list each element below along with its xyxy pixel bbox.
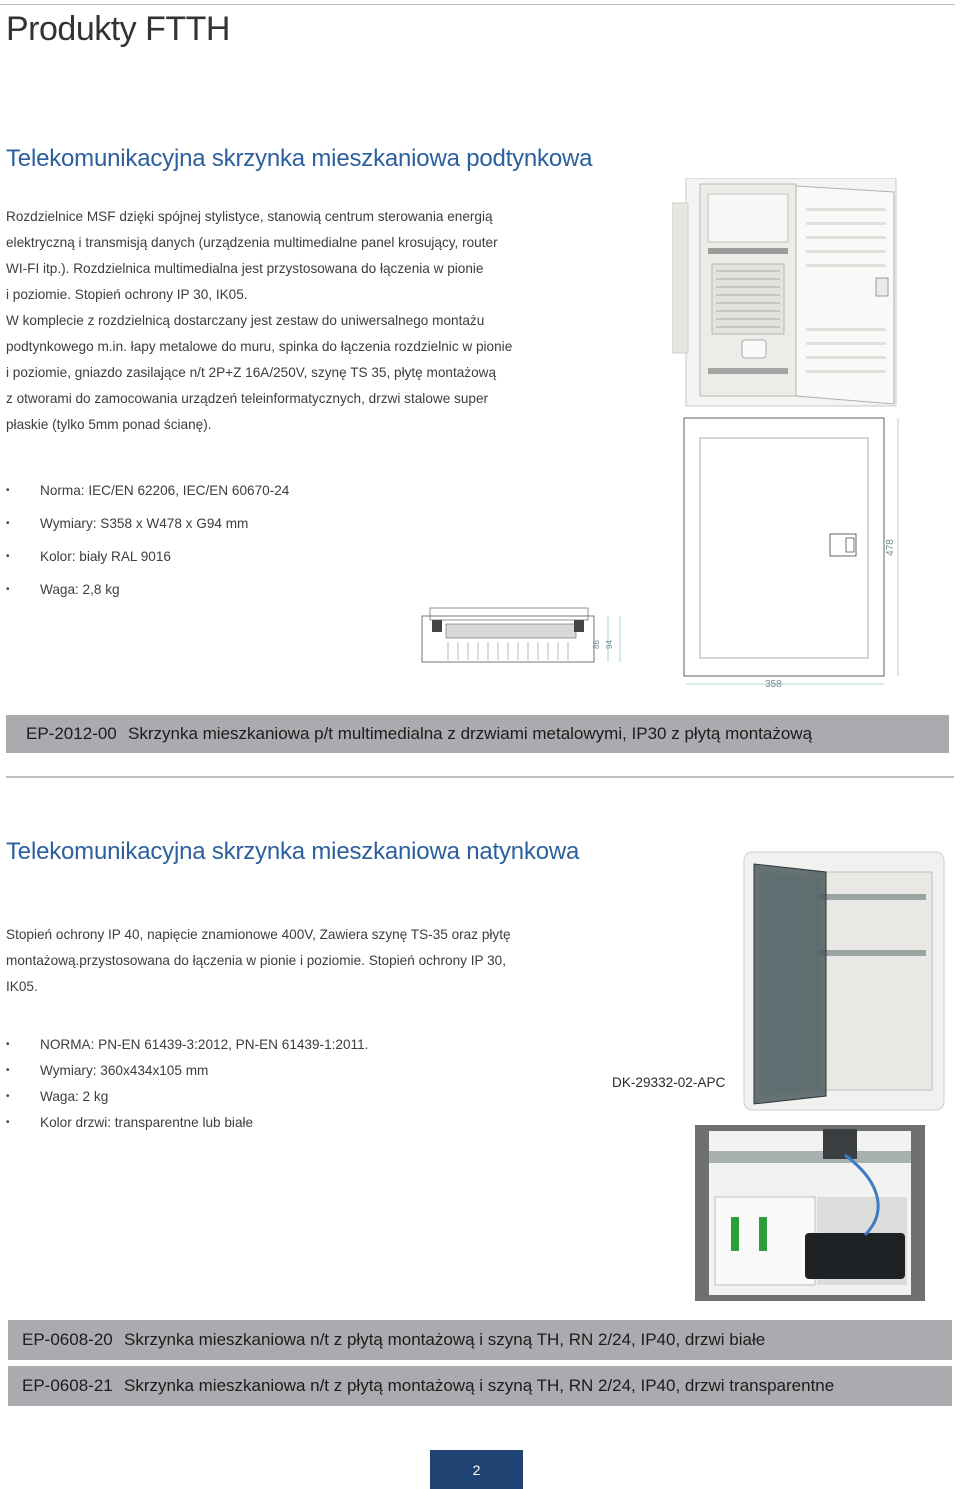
- dimension-depth-label: 86: [591, 640, 601, 649]
- page-title: Produkty FTTH: [6, 10, 230, 48]
- dimension-height-label: 478: [884, 539, 896, 556]
- product-description: Skrzynka mieszkaniowa n/t z płytą montażową i szyną TH, RN 2/24, IP40, drzwi transparentne: [124, 1376, 835, 1395]
- dimension-width-label: 358: [765, 679, 782, 690]
- product-bar-ep-2012-00: [6, 715, 949, 753]
- product-bar-ep-0608-20: [8, 1320, 952, 1360]
- surface-box-photo: [740, 850, 950, 1115]
- description-line: WI-FI itp.). Rozdzielnica multimedialna jest przystosowana do łączenia w pionie: [6, 261, 484, 276]
- description-line: i poziomie, gniazdo zasilające n/t 2P+Z 16A/250V, szynę TS 35, płytę montażową: [6, 365, 497, 380]
- product-code: EP-2012-00: [26, 724, 117, 743]
- spec-item: • NORMA: PN-EN 61439-3:2012, PN-EN 61439-1:2011.: [6, 1032, 506, 1058]
- section-title-flush: Telekomunikacyjna skrzynka mieszkaniowa podtynkowa: [6, 145, 593, 172]
- description-line: z otworami do zamocowania urządzeń teleinformatycznych, drzwi stalowe super: [6, 391, 489, 406]
- product-code: EP-0608-20: [22, 1330, 113, 1349]
- page-number: 2: [472, 1461, 481, 1478]
- description-line: elektryczną i transmisją danych (urządzenia multimedialne panel krosujący, router: [6, 235, 498, 250]
- product-code: EP-0608-21: [22, 1376, 113, 1395]
- page-number-badge: [430, 1450, 523, 1489]
- spec-item: • Wymiary: S358 x W478 x G94 mm: [6, 507, 406, 540]
- spec-item: • Kolor: biały RAL 9016: [6, 540, 406, 573]
- section-title-surface: Telekomunikacyjna skrzynka mieszkaniowa natynkowa: [6, 838, 580, 865]
- product-description: Skrzynka mieszkaniowa p/t multimedialna z drzwiami metalowymi, IP30 z płytą montażową: [128, 724, 813, 743]
- interior-photo: [695, 1125, 925, 1301]
- spec-item: • Kolor drzwi: transparentne lub białe: [6, 1110, 506, 1136]
- spec-item: • Waga: 2,8 kg: [6, 573, 406, 606]
- description-line: i poziomie. Stopień ochrony IP 30, IK05.: [6, 287, 248, 302]
- description-line: Rozdzielnice MSF dzięki spójnej stylistyce, stanowią centrum sterowania energią: [6, 209, 493, 224]
- flush-box-photo: [672, 178, 902, 410]
- product-bar-ep-0608-21: [8, 1366, 952, 1406]
- spec-item: • Waga: 2 kg: [6, 1084, 506, 1110]
- description-line: montażową.przystosowana do łączenia w pionie i poziomie. Stopień ochrony IP 30,: [6, 953, 506, 968]
- product-description: Skrzynka mieszkaniowa n/t z płytą montażową i szyną TH, RN 2/24, IP40, drzwi białe: [124, 1330, 766, 1349]
- spec-item: • Norma: IEC/EN 62206, IEC/EN 60670-24: [6, 474, 406, 507]
- section1-spec-list: [6, 474, 406, 606]
- description-line: Stopień ochrony IP 40, napięcie znamionowe 400V, Zawiera szynę TS-35 oraz płytę: [6, 927, 511, 942]
- section-divider: [6, 776, 954, 778]
- section2-spec-list: [6, 1032, 506, 1136]
- section2-description: [6, 922, 606, 1000]
- technical-drawing: [418, 410, 918, 700]
- spec-item: • Wymiary: 360x434x105 mm: [6, 1058, 506, 1084]
- description-line: płaskie (tylko 5mm ponad ścianę).: [6, 417, 212, 432]
- section1-description: [6, 204, 646, 438]
- model-code: DK-29332-02-APC: [612, 1075, 726, 1090]
- description-line: W komplecie z rozdzielnicą dostarczany jest zestaw do uniwersalnego montażu: [6, 313, 485, 328]
- description-line: podtynkowego m.in. łapy metalowe do muru, spinka do łączenia rozdzielnic w pionie: [6, 339, 513, 354]
- description-line: IK05.: [6, 979, 38, 994]
- top-rule: [0, 4, 955, 5]
- dimension-depth-label: 94: [604, 640, 614, 649]
